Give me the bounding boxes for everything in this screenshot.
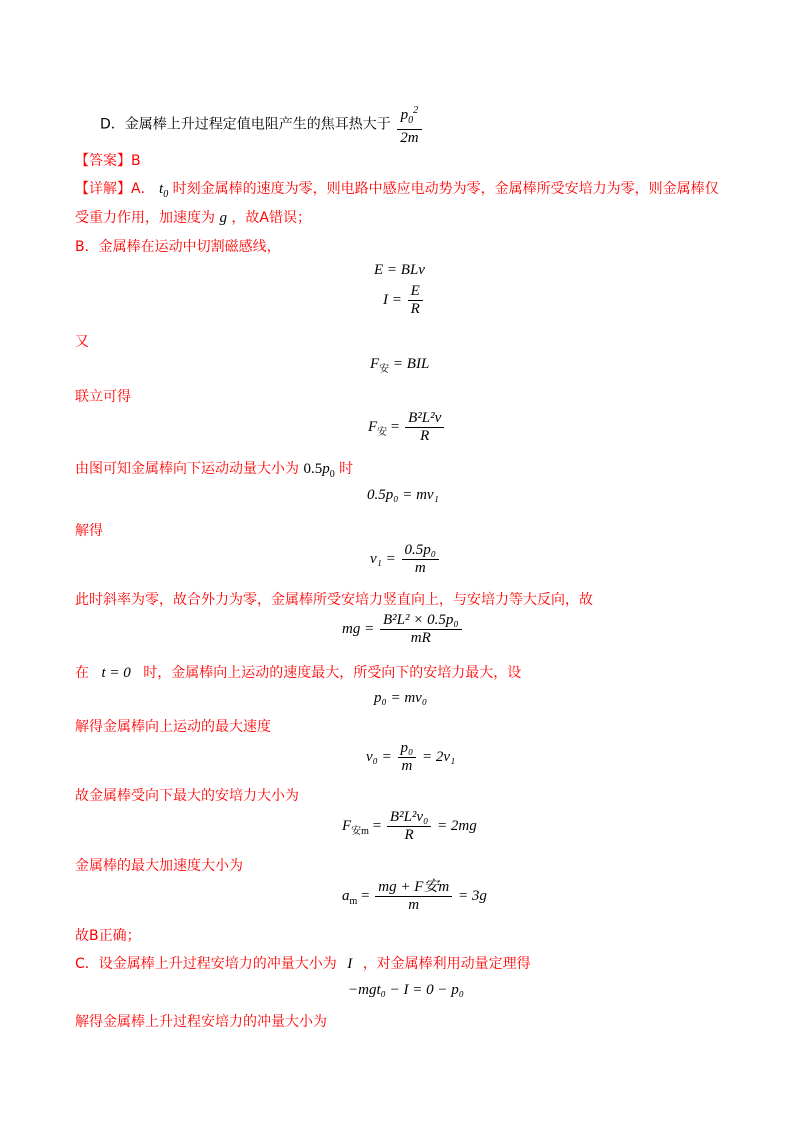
text-max-acc: 金属棒的最大加速度大小为 xyxy=(75,858,243,874)
equation-max-acc: $a_m$ = $\frac{\text{mg + F安m}}{m}$ = 3g xyxy=(342,879,487,913)
equation-v1: v₁ = $\frac{\text{0.5p₀}}{m}$ xyxy=(370,542,441,577)
equation-force-combined: $F_安$ = $\frac{\text{B²L²v}}{R}$ xyxy=(368,410,446,445)
equation-v0: v₀ = $\frac{\text{p₀}}{m}$ = 2v₁ xyxy=(366,740,456,774)
detail-a-line1: 【详解】A． $t_0$ 时刻金属棒的速度为零，则电路中感应电动势为零，金属棒所受安培力为零，则金属棒仅 xyxy=(75,181,719,200)
equation-p0: p₀ = mv₀ xyxy=(374,690,428,706)
equation-momentum-down: 0.5p₀ = mv₁ xyxy=(367,487,439,503)
equation-ampere-force: $F_安$ = BIL xyxy=(370,356,430,375)
text-impulse-solve: 解得金属棒上升过程安培力的冲量大小为 xyxy=(75,1014,327,1030)
equation-current: I = $\frac{E}{R}$ xyxy=(383,283,425,318)
text-jiede-1: 解得 xyxy=(75,523,103,539)
text-max-force: 故金属棒受向下最大的安培力大小为 xyxy=(75,788,299,804)
equation-mg: mg = $\frac{\text{B²L² × 0.5p₀}}{mR}$ xyxy=(342,612,464,647)
equation-impulse: −mgt₀ − I = 0 − p₀ xyxy=(348,982,464,998)
text-t-zero: 在 t = 0 时，金属棒向上运动的速度最大，所受向下的安培力最大，设 xyxy=(75,665,522,681)
option-d xyxy=(100,102,424,147)
equation-emf: E = BLv xyxy=(374,262,425,278)
text-option-c: C．设金属棒上升过程安培力的冲量大小为 I ，对金属棒利用动量定理得 xyxy=(75,956,531,972)
text-b-correct: 故B正确； xyxy=(75,928,141,944)
text-slope-zero: 此时斜率为零，故合外力为零，金属棒所受安培力竖直向上，与安培力等大反向，故 xyxy=(75,592,593,608)
text-lianli: 联立可得 xyxy=(75,389,131,405)
detail-a-line2: 受重力作用，加速度为 g ，故A错误； xyxy=(75,210,311,226)
text-from-graph: 由图可知金属棒向下运动动量大小为 $0.5p_0$ 时 xyxy=(75,461,354,480)
answer-line: 【答案】B xyxy=(75,153,141,169)
option-d-text: D．金属棒上升过程定值电阻产生的焦耳热大于 xyxy=(100,116,391,133)
detail-b-intro: B．金属棒在运动中切割磁感线， xyxy=(75,239,281,255)
text-you: 又 xyxy=(75,334,89,350)
option-d-fraction: $\frac{p_0^2}{2m}$ xyxy=(397,102,421,147)
equation-max-force: $F_{安m}$ = $\frac{\text{B²L²v₀}}{R}$ = 2mg xyxy=(342,809,477,843)
text-max-speed: 解得金属棒向上运动的最大速度 xyxy=(75,719,271,735)
